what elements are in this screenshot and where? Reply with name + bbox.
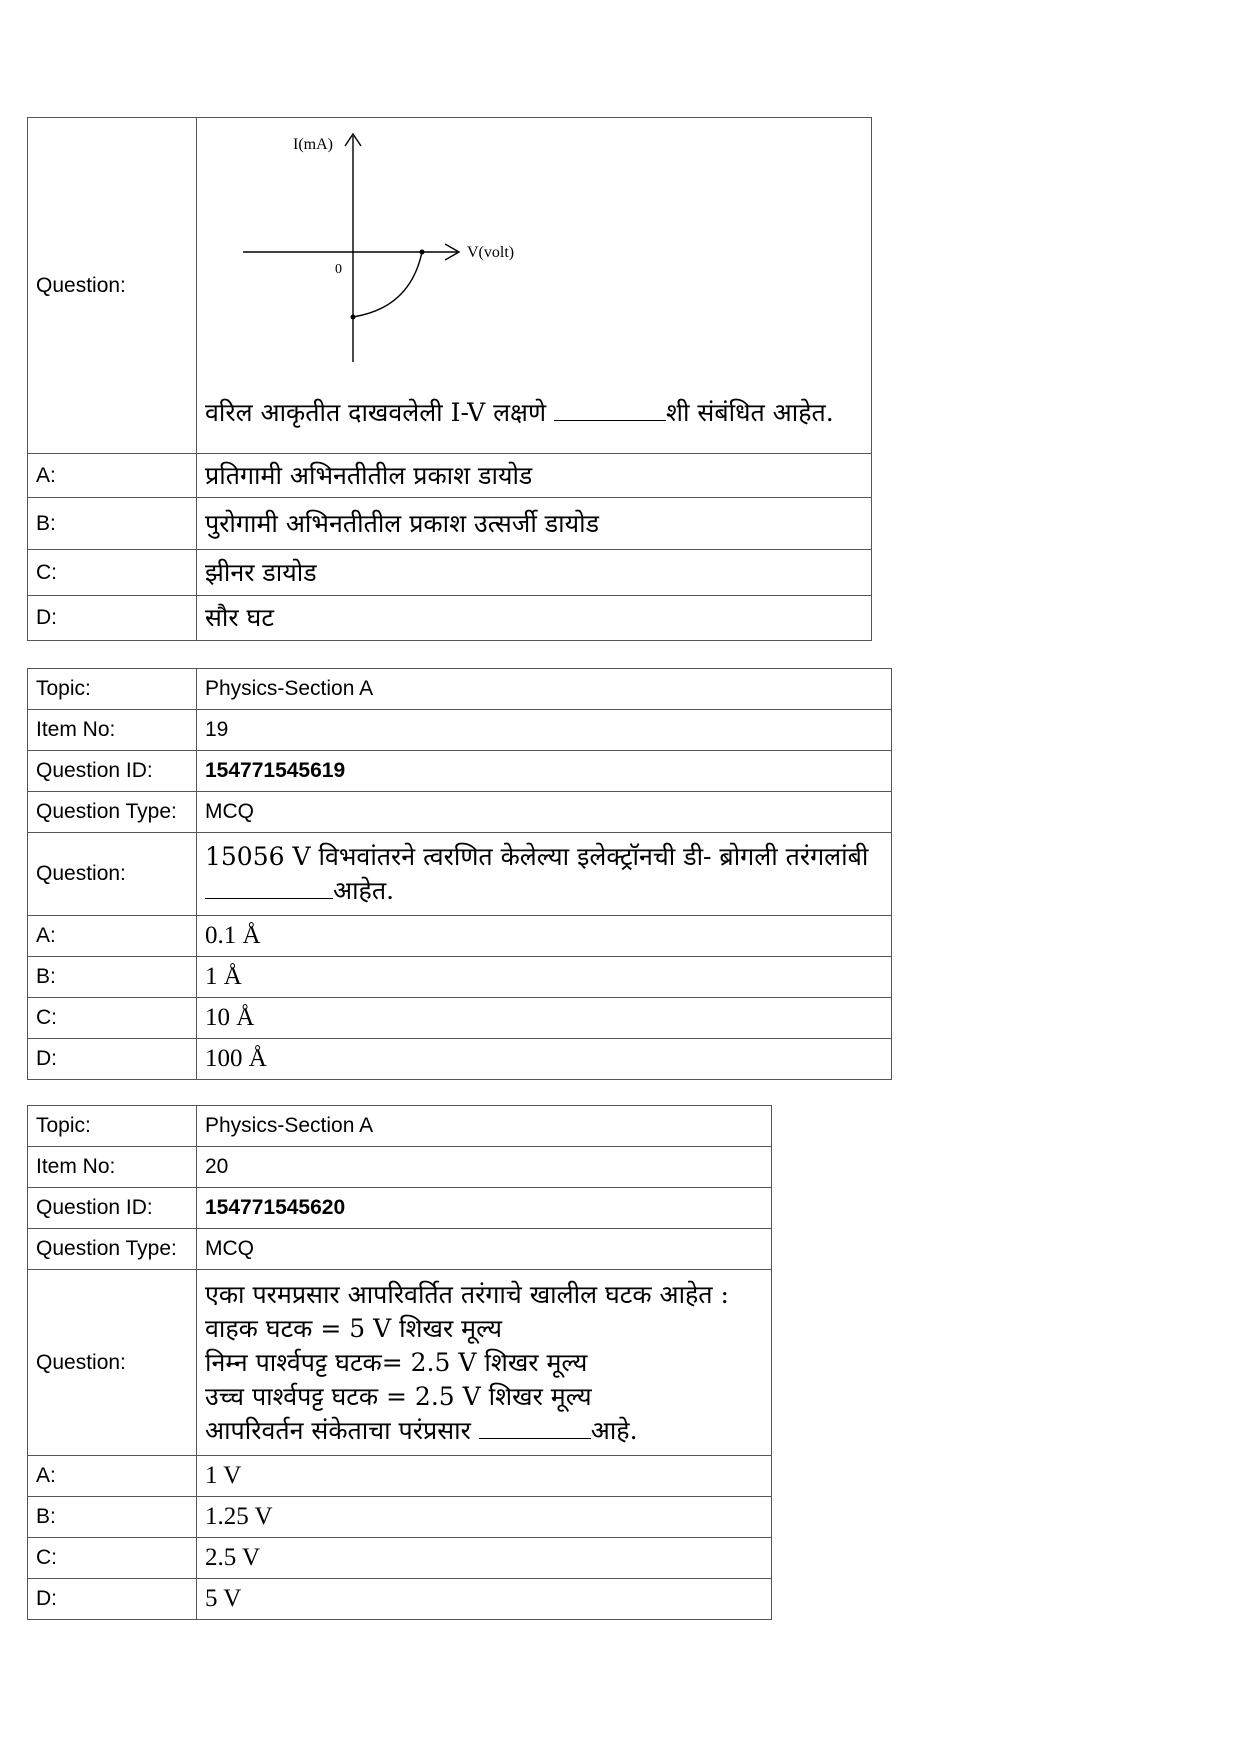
origin-label: 0: [335, 262, 342, 277]
answer-blank: [554, 419, 666, 421]
option-row-a: [28, 1456, 772, 1497]
question-cell: [197, 118, 872, 454]
topic-row: [28, 1106, 772, 1147]
question-19-table: [27, 668, 892, 1080]
question-type-row: [28, 1229, 772, 1270]
topic-label: Topic:: [28, 669, 197, 710]
question-row: [28, 1270, 772, 1456]
option-d-text: 100 Å: [197, 1039, 892, 1080]
question-type-value: MCQ: [197, 1229, 772, 1270]
option-row-b: [28, 1497, 772, 1538]
short-circuit-point: [351, 315, 356, 320]
item-no-row: [28, 710, 892, 751]
question-label: Question:: [28, 833, 197, 916]
option-a-text: 0.1 Å: [197, 916, 892, 957]
question-id-label: Question ID:: [28, 751, 197, 792]
question-id-value: 154771545619: [197, 751, 892, 792]
item-no-label: Item No:: [28, 1147, 197, 1188]
option-row-c: [28, 1538, 772, 1579]
option-b-label: B:: [28, 957, 197, 998]
topic-label: Topic:: [28, 1106, 197, 1147]
option-row-c: [28, 998, 892, 1039]
option-b-text: 1.25 V: [197, 1497, 772, 1538]
question-text: [205, 396, 863, 430]
option-a-text: 1 V: [197, 1456, 772, 1497]
topic-value: Physics-Section A: [197, 669, 892, 710]
item-no-value: 20: [197, 1147, 772, 1188]
iv-characteristic-graph: [205, 126, 535, 366]
question-text: [197, 1270, 772, 1456]
option-row-a: [28, 916, 892, 957]
question-id-value: 154771545620: [197, 1188, 772, 1229]
option-row-b: [28, 498, 872, 550]
question-line-2: [205, 874, 883, 908]
option-c-text: 10 Å: [197, 998, 892, 1039]
question-line-4: उच्च पार्श्वपट्ट घटक = 2.5 V शिखर मूल्य: [205, 1381, 592, 1411]
option-d-text: सौर घट: [197, 596, 872, 641]
option-c-label: C:: [28, 1538, 197, 1579]
question-id-label: Question ID:: [28, 1188, 197, 1229]
question-line-2-text: आहेत.: [333, 876, 395, 905]
question-text-after: शी संबंधित आहेत.: [666, 398, 834, 427]
option-d-label: D:: [28, 1579, 197, 1620]
item-no-value: 19: [197, 710, 892, 751]
option-row-d: [28, 1039, 892, 1080]
item-no-row: [28, 1147, 772, 1188]
question-type-row: [28, 792, 892, 833]
topic-value: Physics-Section A: [197, 1106, 772, 1147]
option-b-text: 1 Å: [197, 957, 892, 998]
question-row: [28, 833, 892, 916]
option-row-d: [28, 596, 872, 641]
item-no-label: Item No:: [28, 710, 197, 751]
answer-blank: [479, 1437, 591, 1439]
option-row-d: [28, 1579, 772, 1620]
option-a-label: A:: [28, 454, 197, 498]
option-d-label: D:: [28, 596, 197, 641]
question-text: [197, 833, 892, 916]
option-b-text: पुरोगामी अभिनतीतील प्रकाश उत्सर्जी डायोड: [197, 498, 872, 550]
question-row: [28, 118, 872, 454]
question-line-1: 15056 V विभवांतरने त्वरणित केलेल्या इलेक्ट्रॉनची डी- ब्रोगली तरंगलांबी: [205, 842, 869, 871]
topic-row: [28, 669, 892, 710]
question-id-row: [28, 751, 892, 792]
question-line-5-before: आपरिवर्तन संकेताचा परंप्रसार: [205, 1415, 479, 1445]
question-text-before: वरिल आकृतीत दाखवलेली I-V लक्षणे: [205, 398, 554, 427]
iv-curve: [353, 252, 422, 317]
question-line-2: वाहक घटक = 5 V शिखर मूल्य: [205, 1313, 503, 1343]
option-b-label: B:: [28, 498, 197, 550]
question-line-5: [205, 1414, 763, 1448]
question-type-value: MCQ: [197, 792, 892, 833]
option-row-a: [28, 454, 872, 498]
question-id-row: [28, 1188, 772, 1229]
option-a-label: A:: [28, 1456, 197, 1497]
question-18-table: [27, 117, 872, 641]
question-20-table: [27, 1105, 772, 1620]
question-line-5-after: आहे.: [590, 1415, 638, 1445]
question-type-label: Question Type:: [28, 1229, 197, 1270]
open-circuit-point: [420, 250, 425, 255]
option-row-b: [28, 957, 892, 998]
option-a-label: A:: [28, 916, 197, 957]
option-c-text: 2.5 V: [197, 1538, 772, 1579]
x-axis-label: V(volt): [467, 244, 515, 261]
question-line-1: एका परमप्रसार आपरिवर्तित तरंगाचे खालील घटक आहेत :: [205, 1279, 729, 1309]
question-line-3: निम्न पार्श्वपट्ट घटक= 2.5 V शिखर मूल्य: [205, 1347, 588, 1377]
option-d-label: D:: [28, 1039, 197, 1080]
answer-blank: [205, 897, 333, 899]
option-c-label: C:: [28, 550, 197, 596]
option-a-text: प्रतिगामी अभिनतीतील प्रकाश डायोड: [197, 454, 872, 498]
option-c-label: C:: [28, 998, 197, 1039]
option-b-label: B:: [28, 1497, 197, 1538]
option-row-c: [28, 550, 872, 596]
question-type-label: Question Type:: [28, 792, 197, 833]
y-axis-label: I(mA): [293, 136, 333, 153]
option-d-text: 5 V: [197, 1579, 772, 1620]
question-label: Question:: [28, 1270, 197, 1456]
option-c-text: झीनर डायोड: [197, 550, 872, 596]
question-label: Question:: [28, 118, 197, 454]
